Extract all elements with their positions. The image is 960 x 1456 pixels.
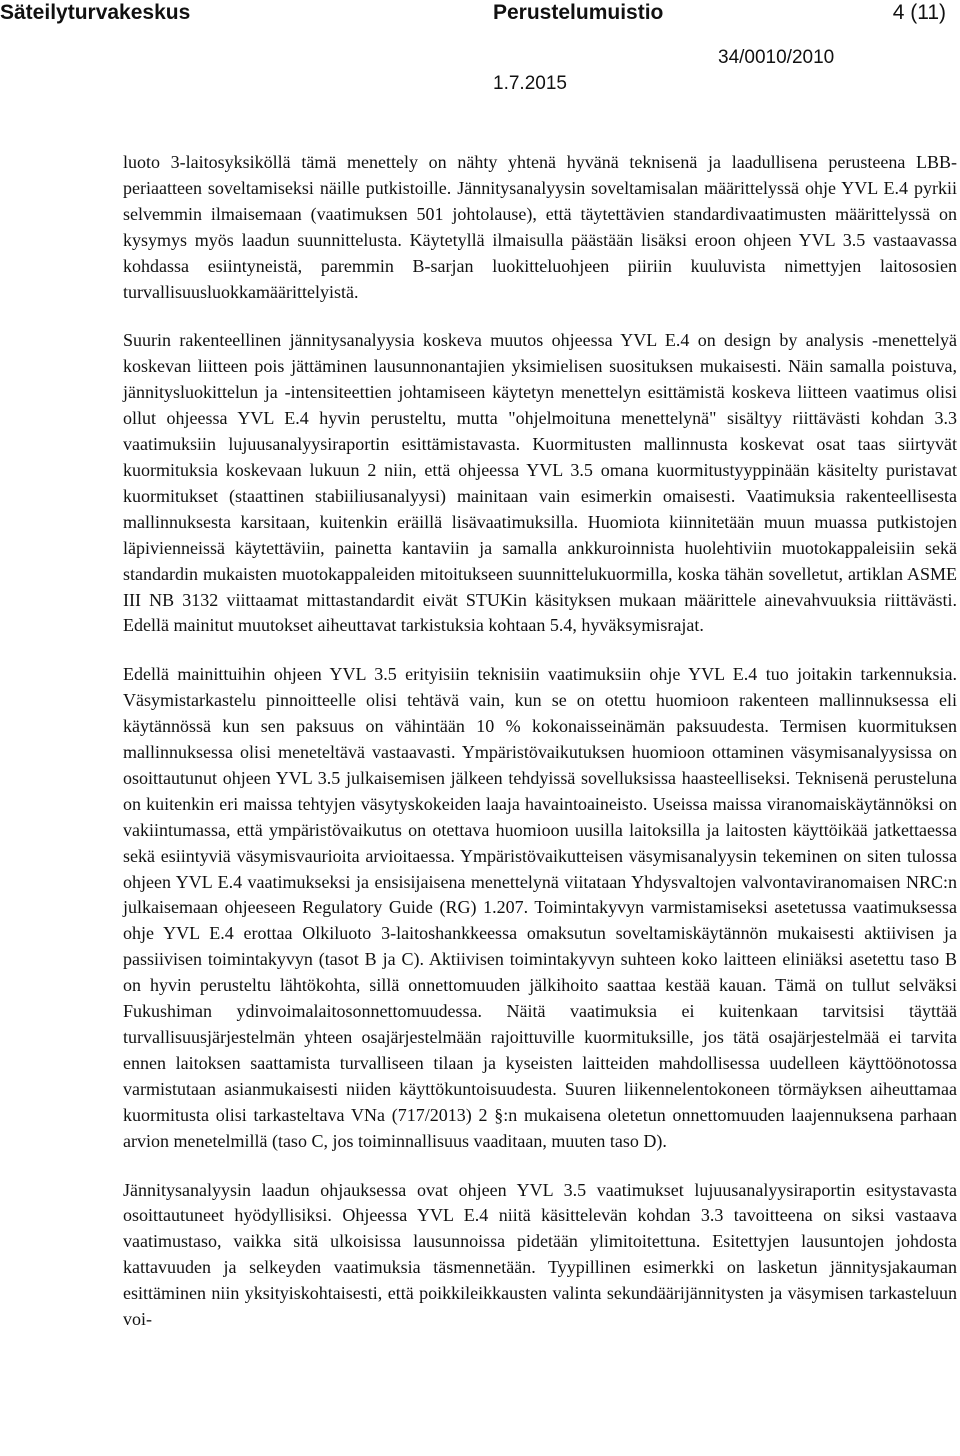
document-body [123,150,957,1356]
document-number: 34/0010/2010 [718,47,835,68]
document-type: Perustelumuistio [493,1,664,24]
page-header [0,0,960,100]
paragraph: Jännitysanalyysin laadun ohjauksessa ovat ohjeen YVL 3.5 vaatimukset lujuusanalyysiraportin esitystavasta osoittautuneet hyödyllisiksi. Ohjeessa YVL E.4 niitä käsittelevän kohdan 3.3 tavoitteena on siksi vastaava vaatimustaso, vaikka sitä ulkoisissa lausunnoissa pidetään ylimitoitettuna. Esitettyjen lausuntojen johdosta kattavuuden ja selkeyden vaatimuksia täsmennetään. Tyypillinen esimerkki on lasketun jännitysjakauman esittäminen niin yksityiskohtaisesti, että poikkileikkausten valinta sekundäärijännitysten ja väsymisen tarkasteluun voi- [123,1179,957,1330]
paragraph: luoto 3-laitosyksiköllä tämä menettely on nähty yhtenä hyvänä teknisenä ja laadullisena perusteena LBB-periaatteen soveltamiseksi näille putkistoille. Jännitysanalyysin soveltamisalan määrittelyssä ohje YVL E.4 pyrkii selvemmin ilmaisemaan (vaatimuksen 501 johtolause), että täytettävien standardivaatimusten määrittelyssä on kysymys myös laadun suunnittelusta. Käytetyllä ilmaisulla päästään lisäksi eroon ohjeen YVL 3.5 vastaavassa kohdassa esiintyneistä, paremmin B-sarjan luokitteluohjeen piiriin kuuluvista nimettyjen laitososien turvallisuusluokkamäärittelyistä. [123,152,957,302]
paragraph: Edellä mainittuihin ohjeen YVL 3.5 erityisiin teknisiin vaatimuksiin ohje YVL E.4 tuo joitakin tarkennuksia. Väsymistarkastelu pinnoitteelle olisi tehtävä vain, kun se on otettu huomioon rakenteen mallinnuksessa eli käytännössä kun sen paksuus on vähintään 10 % kokonaisseinämän paksuudesta. Termisen kuormituksen mallinnuksessa olisi meneteltävä vastaavasti. Ympäristövaikutuksen huomioon ottaminen väsymisanalyysissa on osoittautunut ohjeen YVL 3.5 julkaisemisen jälkeen tehdyissä sovelluksissa haasteelliseksi. Teknisenä perusteluna on kuitenkin eri maissa tehtyjen väsytyskokeiden laaja havaintoaineisto. Useissa maissa viranomaiskäytännöksi on vakiintumassa, että ympäristövaikutus on otettava huomioon uusilla laitoksilla ja laitosten käyttöikää jatkettaessa sekä esiintyviä väsymisvaurioita arvioitaessa. Ympäristövaikutteisen väsymisanalyysin tekeminen on siten tulossa ohjeen YVL E.4 vaatimukseksi ja ensisijaisena menettelynä viitataan Yhdysvaltojen valvontaviranomaisen NRC:n julkaisemaan ohjeeseen Regulatory Guide (RG) 1.207. Toimintakyvyn varmistamiseksi asetetussa vaatimuksessa ohje YVL E.4 erottaa Olkiluoto 3-laitoshankkeessa omaksutun soveltamiskäytännön mukaisesti aktiivisen ja passiivisen toimintakyvyn (tasot B ja C). Aktiivisen toimintakyvyn suhteen koko laitteen eliniäksi asetettu taso B on hyvin perusteltu lähtökohta, sillä onnettomuuden jälkihoito saattaa kestää kauan. Tämä on tullut selväksi Fukushiman ydinvoimalaitosonnettomuudessa. Näitä vaatimuksia ei kuitenkaan tarvitsisi täyttää turvallisuusjärjestelmän yhteen osajärjestelmään rajoittuville kuormituksille, jos tätä osajärjestelmää ei tarvita ennen laitoksen saattamista turvalliseen tilaan ja kyseisten laitteiden mahdollisessa uudelleen käyttöönotossa varmistutaan asianmukaisesti niiden käyttökuntoisuudesta. Suuren liikennelentokoneen törmäyksen aiheuttamaa kuormitusta olisi tarkasteltava VNa (717/2013) 2 §:n mukaisena oletetun onnettomuuden laajennuksena parhaan arvion menetelmillä (taso C, jos toiminnallisuus vaaditaan, muuten taso D). [123,664,957,1151]
page-number: 4 (11) [892,1,946,24]
organization-name: Säteilyturvakeskus [0,1,191,24]
paragraph: Suurin rakenteellinen jännitysanalyysia koskeva muutos ohjeessa YVL E.4 on design by analysis -menettelyä koskevan liitteen pois jättäminen lausunnonantajien yksimielisen suosituksen mukaisesti. Näin samalla poistuva, jännitysluokittelun ja -intensiteettien johtamiseen käytetyn menettelyn esittämistä koskeva liitteen vaatimus olisi ollut ohjeessa YVL E.4 hyvin perusteltu, mutta "ohjelmoituna menettelynä" sisältyy riittävästi kohdan 3.3 vaatimuksiin lujuusanalyysiraportin esittämistavasta. Kuormitusten mallinnusta koskevat osat taas siirtyvät kuormituksia koskevaan lukuun 2 niin, että ohjeessa YVL 3.5 omana kuormitustyyppinään käsitelty puristavat kuormitukset (staattinen stabiiliusanalyysi) mainitaan vain esimerkin omaisesti. Vaatimuksia rakenteellisesta mallinnuksesta karsitaan, kuitenkin eräillä lisävaatimuksilla. Huomiota kiinnitetään muun muassa putkistojen läpivienneissä käytettäviin, painetta kantaviin ja samalla ankkuroinnista huolehtiviin muotokappaleisiin sekä standardin mukaisten muotokappaleiden mitoitukseen suunnittelukuormilla, koska tähän sovelletut, artiklan ASME III NB 3132 viittaamat mittastandardit eivät STUKin käsityksen mukaan määrittele ainevahvuuksia riittävästi. Edellä mainitut muutokset aiheuttavat tarkistuksia kohtaan 5.4, hyväksymisrajat. [123,330,957,636]
document-date: 1.7.2015 [493,73,567,94]
